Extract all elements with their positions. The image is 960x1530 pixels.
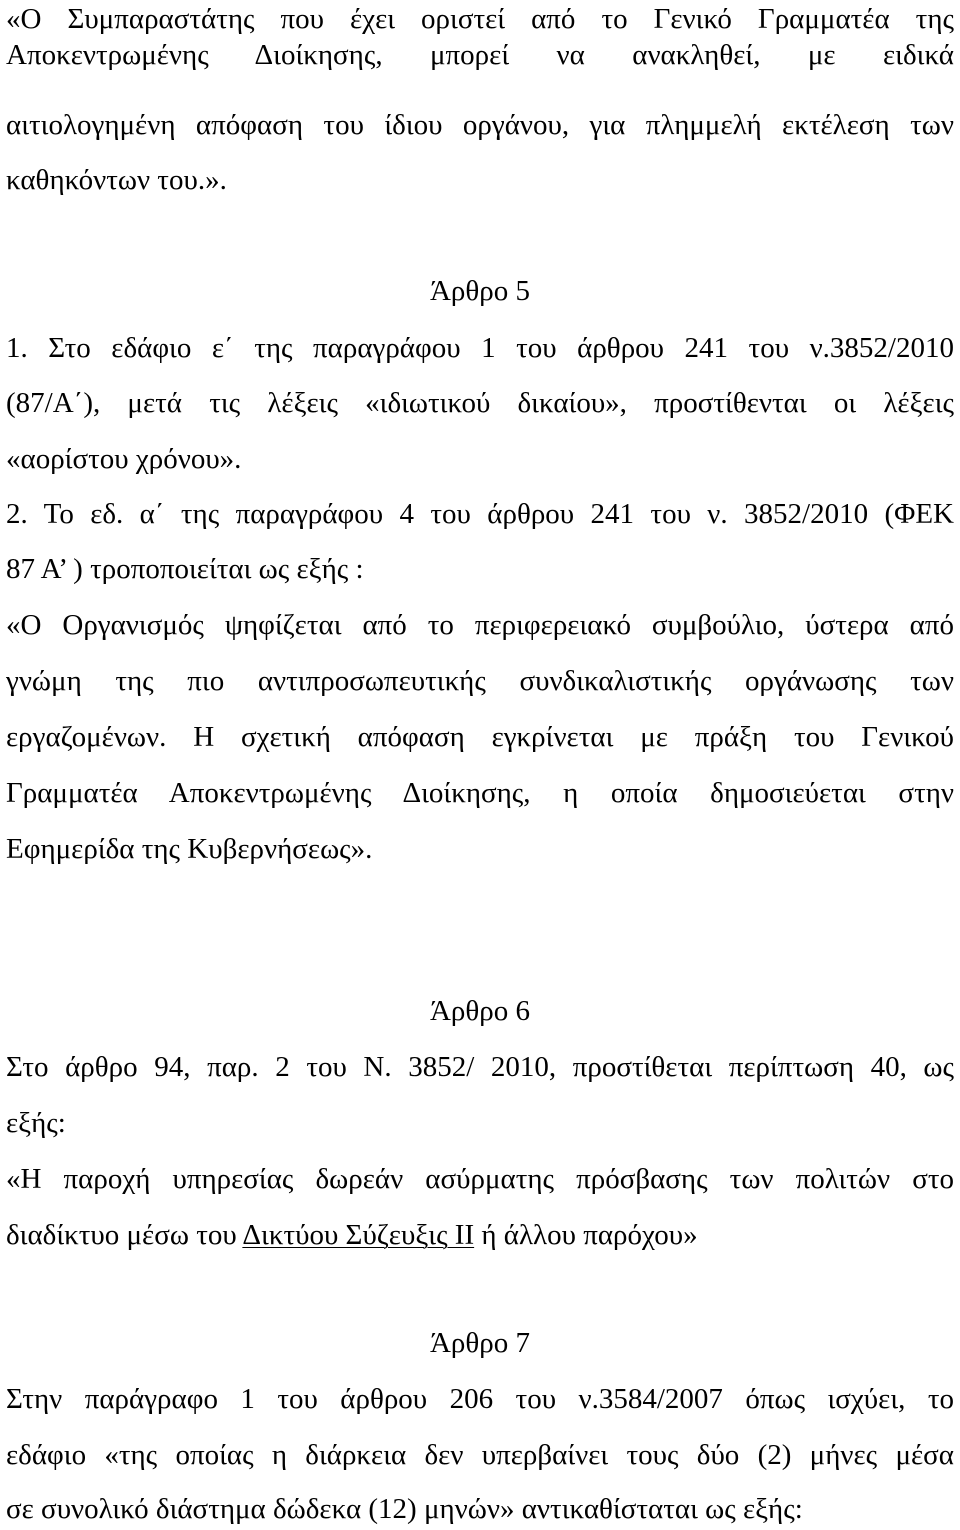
paragraph-line bbox=[6, 1214, 954, 1256]
article-7-heading: Άρθρο 7 bbox=[429, 1327, 531, 1359]
paragraph-line: «Η παροχή υπηρεσίας δωρεάν ασύρματης πρόσβασης των πολιτών στο bbox=[6, 1163, 954, 1195]
paragraph-line: σε συνολικό διάστημα δώδεκα (12) μηνών» αντικαθίσταται ως εξής: bbox=[6, 1493, 803, 1525]
paragraph-line: καθηκόντων του.». bbox=[6, 164, 227, 196]
article-6-heading: Άρθρο 6 bbox=[429, 995, 531, 1027]
paragraph-line: «Ο Οργανισμός ψηφίζεται από το περιφερειακό συμβούλιο, ύστερα από bbox=[6, 609, 954, 641]
paragraph-text: διαδίκτυο μέσω του bbox=[6, 1219, 243, 1251]
paragraph-line: εδάφιο «της οποίας η διάρκεια δεν υπερβαίνει τους δύο (2) μήνες μέσα bbox=[6, 1439, 954, 1471]
network-name-underlined: Δικτύου Σύζευξις ΙΙ bbox=[242, 1219, 475, 1251]
article-5-heading: Άρθρο 5 bbox=[429, 275, 531, 307]
paragraph-line: Εφημερίδα της Κυβερνήσεως». bbox=[6, 833, 373, 865]
paragraph-line: Στο άρθρο 94, παρ. 2 του Ν. 3852/ 2010, προστίθεται περίπτωση 40, ως bbox=[6, 1051, 954, 1083]
paragraph-line: «Ο Συμπαραστάτης που έχει οριστεί από το Γενικό Γραμματέα της bbox=[6, 3, 954, 35]
paragraph-line: (87/Α΄), μετά τις λέξεις «ιδιωτικού δικαίου», προστίθενται οι λέξεις bbox=[6, 387, 954, 419]
paragraph-line: εξής: bbox=[6, 1107, 66, 1139]
paragraph-line: «αορίστου χρόνου». bbox=[6, 443, 242, 475]
paragraph-line: γνώμη της πιο αντιπροσωπευτικής συνδικαλιστικής οργάνωσης των bbox=[6, 665, 954, 697]
paragraph-text: ή άλλου παρόχου» bbox=[474, 1219, 698, 1251]
paragraph-line: Γραμματέα Αποκεντρωμένης Διοίκησης, η οποία δημοσιεύεται στην bbox=[6, 777, 954, 809]
paragraph-line: Στην παράγραφο 1 του άρθρου 206 του ν.3584/2007 όπως ισχύει, το bbox=[6, 1383, 954, 1415]
paragraph-line: εργαζομένων. Η σχετική απόφαση εγκρίνεται με πράξη του Γενικού bbox=[6, 721, 954, 753]
paragraph-line: 2. Το εδ. α΄ της παραγράφου 4 του άρθρου 241 του ν. 3852/2010 (ΦΕΚ bbox=[6, 498, 954, 530]
paragraph-line: Αποκεντρωμένης Διοίκησης, μπορεί να ανακληθεί, με ειδικά bbox=[6, 39, 954, 71]
paragraph-line: 87 Α’ ) τροποποιείται ως εξής : bbox=[6, 553, 364, 585]
paragraph-line: 1. Στο εδάφιο ε΄ της παραγράφου 1 του άρθρου 241 του ν.3852/2010 bbox=[6, 332, 954, 364]
paragraph-line: αιτιολογημένη απόφαση του ίδιου οργάνου, για πλημμελή εκτέλεση των bbox=[6, 109, 954, 141]
